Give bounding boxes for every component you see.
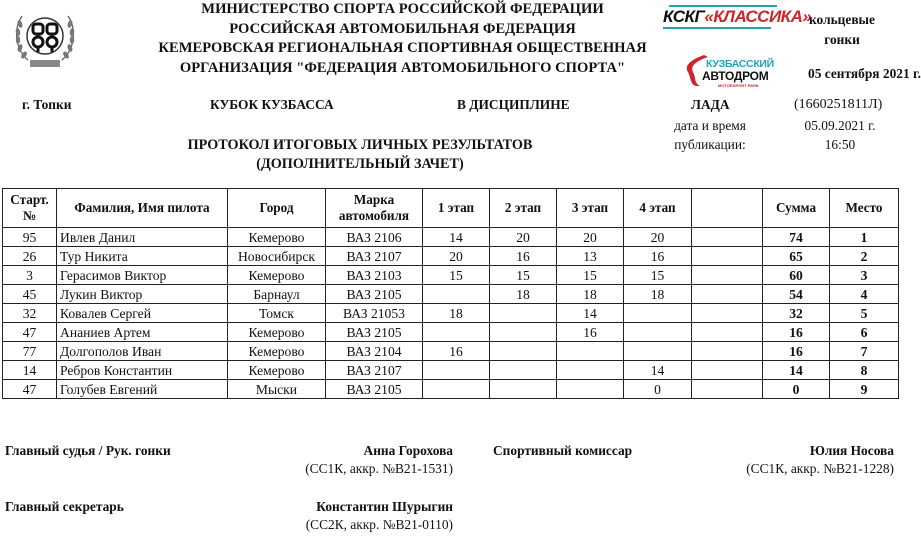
kskg-name: «КЛАССИКА» bbox=[704, 7, 812, 26]
col-header-start-line-1: Старт. bbox=[10, 192, 49, 207]
cell-stage-4: 14 bbox=[624, 361, 692, 380]
cell-car: ВАЗ 2105 bbox=[326, 323, 423, 342]
cell-sum: 32 bbox=[763, 304, 830, 323]
table-row bbox=[3, 342, 899, 361]
publication-label-line-1: дата и время bbox=[674, 118, 746, 133]
cell-stage-3: 18 bbox=[557, 285, 624, 304]
cell-stage-1: 16 bbox=[423, 342, 490, 361]
cell-name: Герасимов Виктор bbox=[57, 266, 228, 285]
col-header-car-line-1: Марка bbox=[353, 192, 395, 207]
cell-stage-3: 20 bbox=[557, 228, 624, 247]
cell-name: Ковалев Сергей bbox=[57, 304, 228, 323]
cell-name: Тур Никита bbox=[57, 247, 228, 266]
commissar-name: Юлия Носова bbox=[809, 443, 894, 458]
discipline-name: ЛАДА bbox=[691, 97, 730, 112]
commissar-role: Спортивный комиссар bbox=[493, 443, 633, 458]
secretary-name: Константин Шурыгин bbox=[316, 499, 453, 514]
org-line-federation: ОРГАНИЗАЦИЯ "ФЕДЕРАЦИЯ АВТОМОБИЛЬНОГО СПОРТА" bbox=[179, 59, 626, 76]
cell-stage-3: 15 bbox=[557, 266, 624, 285]
cell-stage-4 bbox=[624, 304, 692, 323]
cell-stage-3: 14 bbox=[557, 304, 624, 323]
cell-sum: 54 bbox=[763, 285, 830, 304]
cell-sum: 16 bbox=[763, 342, 830, 361]
cell-city: Кемерово bbox=[228, 342, 326, 361]
cell-start: 95 bbox=[3, 228, 57, 247]
organization-titles bbox=[150, 0, 655, 78]
cell-car: ВАЗ 2107 bbox=[326, 247, 423, 266]
cell-stage-1 bbox=[423, 380, 490, 399]
cell-city: Кемерово bbox=[228, 361, 326, 380]
race-type bbox=[792, 10, 892, 50]
cell-start: 26 bbox=[3, 247, 57, 266]
cell-start: 45 bbox=[3, 285, 57, 304]
cell-city: Томск bbox=[228, 304, 326, 323]
org-line-ministry: МИНИСТЕРСТВО СПОРТА РОССИЙСКОЙ ФЕДЕРАЦИИ bbox=[201, 1, 604, 17]
cell-stage-4: 15 bbox=[624, 266, 692, 285]
results-body bbox=[3, 228, 899, 399]
cell-blank bbox=[692, 342, 763, 361]
col-header-stage-3: 3 этап bbox=[557, 189, 624, 228]
publication-date: 05.09.2021 г. bbox=[804, 118, 876, 133]
kskg-prefix: КСКГ bbox=[663, 7, 705, 26]
org-line-raf: РОССИЙСКАЯ АВТОМОБИЛЬНАЯ ФЕДЕРАЦИЯ bbox=[229, 20, 576, 37]
race-type-line-2: гонки bbox=[824, 32, 860, 47]
cell-name: Ивлев Данил bbox=[57, 228, 228, 247]
cell-place: 8 bbox=[830, 361, 899, 380]
discipline-label: В ДИСЦИПЛИНЕ bbox=[457, 97, 570, 112]
cell-sum: 60 bbox=[763, 266, 830, 285]
col-header-stage-2: 2 этап bbox=[490, 189, 557, 228]
protocol-title-line-2: (ДОПОЛНИТЕЛЬНЫЙ ЗАЧЕТ) bbox=[256, 156, 464, 172]
col-header-stage-1: 1 этап bbox=[423, 189, 490, 228]
cell-name: Ребров Константин bbox=[57, 361, 228, 380]
cell-city: Новосибирск bbox=[228, 247, 326, 266]
cell-blank bbox=[692, 228, 763, 247]
cell-start: 47 bbox=[3, 380, 57, 399]
cell-stage-1 bbox=[423, 361, 490, 380]
cell-start: 77 bbox=[3, 342, 57, 361]
publication-label-line-2: публикации: bbox=[674, 137, 746, 152]
col-header-name: Фамилия, Имя пилота bbox=[57, 189, 228, 228]
col-header-blank bbox=[692, 189, 763, 228]
cell-name: Голубев Евгений bbox=[57, 380, 228, 399]
chief-judge-accreditation: (СС1К, аккр. №В21-1531) bbox=[305, 461, 453, 476]
cell-place: 4 bbox=[830, 285, 899, 304]
kuzbass-autodrom-logo bbox=[682, 52, 782, 92]
col-header-start bbox=[3, 189, 57, 228]
cell-stage-4: 20 bbox=[624, 228, 692, 247]
cell-stage-1: 14 bbox=[423, 228, 490, 247]
cell-stage-2 bbox=[490, 380, 557, 399]
publication-datetime bbox=[790, 116, 890, 154]
table-row bbox=[3, 285, 899, 304]
cell-stage-1: 15 bbox=[423, 266, 490, 285]
cell-place: 2 bbox=[830, 247, 899, 266]
cell-blank bbox=[692, 247, 763, 266]
table-row bbox=[3, 380, 899, 399]
cell-stage-3: 13 bbox=[557, 247, 624, 266]
cell-name: Ананиев Артем bbox=[57, 323, 228, 342]
table-row bbox=[3, 247, 899, 266]
cell-sum: 0 bbox=[763, 380, 830, 399]
cell-place: 6 bbox=[830, 323, 899, 342]
cell-car: ВАЗ 21053 bbox=[326, 304, 423, 323]
cell-stage-4 bbox=[624, 342, 692, 361]
table-row bbox=[3, 304, 899, 323]
table-row bbox=[3, 266, 899, 285]
cell-stage-1: 18 bbox=[423, 304, 490, 323]
cell-blank bbox=[692, 304, 763, 323]
secretary-role: Главный секретарь bbox=[5, 499, 124, 514]
results-table bbox=[2, 188, 899, 399]
cell-start: 3 bbox=[3, 266, 57, 285]
protocol-title-line-1: ПРОТОКОЛ ИТОГОВЫХ ЛИЧНЫХ РЕЗУЛЬТАТОВ bbox=[187, 137, 533, 153]
publication-time: 16:50 bbox=[824, 137, 856, 152]
cell-stage-4 bbox=[624, 323, 692, 342]
cell-blank bbox=[692, 285, 763, 304]
cell-stage-2: 15 bbox=[490, 266, 557, 285]
cell-start: 32 bbox=[3, 304, 57, 323]
cell-stage-3: 16 bbox=[557, 323, 624, 342]
cell-sum: 14 bbox=[763, 361, 830, 380]
cell-place: 7 bbox=[830, 342, 899, 361]
discipline-code: (1660251811Л) bbox=[794, 97, 883, 112]
cell-stage-1: 20 bbox=[423, 247, 490, 266]
cell-blank bbox=[692, 323, 763, 342]
cell-car: ВАЗ 2107 bbox=[326, 361, 423, 380]
cell-city: Мыски bbox=[228, 380, 326, 399]
secretary-accreditation: (СС2К, аккр. №В21-0110) bbox=[305, 517, 453, 532]
cell-stage-3 bbox=[557, 342, 624, 361]
cell-place: 1 bbox=[830, 228, 899, 247]
cell-blank bbox=[692, 361, 763, 380]
col-header-sum: Сумма bbox=[763, 189, 830, 228]
cell-stage-2 bbox=[490, 361, 557, 380]
col-header-car-line-2: автомобиля bbox=[338, 208, 410, 223]
cell-car: ВАЗ 2106 bbox=[326, 228, 423, 247]
protocol-title bbox=[170, 136, 550, 174]
event-city: г. Топки bbox=[22, 97, 72, 112]
cell-blank bbox=[692, 380, 763, 399]
cell-name: Долгополов Иван bbox=[57, 342, 228, 361]
cell-stage-3 bbox=[557, 361, 624, 380]
cell-place: 3 bbox=[830, 266, 899, 285]
cell-stage-2 bbox=[490, 304, 557, 323]
table-row bbox=[3, 323, 899, 342]
cell-place: 9 bbox=[830, 380, 899, 399]
cell-car: ВАЗ 2104 bbox=[326, 342, 423, 361]
cell-stage-4: 0 bbox=[624, 380, 692, 399]
col-header-stage-4: 4 этап bbox=[624, 189, 692, 228]
kad-line-2: АВТОДРОМ bbox=[702, 69, 769, 83]
commissar-accreditation: (СС1К, аккр. №В21-1228) bbox=[746, 461, 894, 476]
kskg-klassika-logo bbox=[663, 4, 812, 30]
cell-stage-2 bbox=[490, 342, 557, 361]
table-row bbox=[3, 361, 899, 380]
kad-line-1: КУЗБАССКИЙ bbox=[706, 58, 774, 70]
cell-car: ВАЗ 2105 bbox=[326, 285, 423, 304]
cell-stage-3 bbox=[557, 380, 624, 399]
federation-emblem-logo bbox=[12, 8, 78, 70]
cell-stage-1 bbox=[423, 323, 490, 342]
cell-city: Кемерово bbox=[228, 266, 326, 285]
cell-stage-2 bbox=[490, 323, 557, 342]
org-line-regional: КЕМЕРОВСКАЯ РЕГИОНАЛЬНАЯ СПОРТИВНАЯ ОБЩЕСТВЕННАЯ bbox=[158, 40, 647, 56]
publication-label bbox=[660, 116, 760, 154]
cell-car: ВАЗ 2105 bbox=[326, 380, 423, 399]
cell-stage-2: 16 bbox=[490, 247, 557, 266]
table-row bbox=[3, 228, 899, 247]
cell-start: 47 bbox=[3, 323, 57, 342]
race-type-line-1: кольцевые bbox=[809, 12, 875, 27]
cell-sum: 65 bbox=[763, 247, 830, 266]
cell-stage-4: 16 bbox=[624, 247, 692, 266]
cell-sum: 74 bbox=[763, 228, 830, 247]
cell-city: Барнаул bbox=[228, 285, 326, 304]
cell-place: 5 bbox=[830, 304, 899, 323]
chief-judge-role: Главный судья / Рук. гонки bbox=[5, 443, 171, 458]
cell-sum: 16 bbox=[763, 323, 830, 342]
cell-name: Лукин Виктор bbox=[57, 285, 228, 304]
col-header-start-line-2: № bbox=[22, 208, 37, 223]
cell-blank bbox=[692, 266, 763, 285]
kad-line-3: MOTORSPORT PARK bbox=[718, 83, 759, 88]
cell-stage-1 bbox=[423, 285, 490, 304]
race-date: 05 сентября 2021 г. bbox=[808, 66, 921, 81]
cell-car: ВАЗ 2103 bbox=[326, 266, 423, 285]
cell-start: 14 bbox=[3, 361, 57, 380]
cell-stage-2: 18 bbox=[490, 285, 557, 304]
cell-stage-2: 20 bbox=[490, 228, 557, 247]
col-header-place: Место bbox=[830, 189, 899, 228]
col-header-city: Город bbox=[228, 189, 326, 228]
cup-name: КУБОК КУЗБАССА bbox=[210, 97, 334, 112]
cell-city: Кемерово bbox=[228, 323, 326, 342]
col-header-car bbox=[326, 189, 423, 228]
chief-judge-name: Анна Горохова bbox=[363, 443, 453, 458]
cell-city: Кемерово bbox=[228, 228, 326, 247]
cell-stage-4: 18 bbox=[624, 285, 692, 304]
table-header-row bbox=[3, 189, 899, 228]
